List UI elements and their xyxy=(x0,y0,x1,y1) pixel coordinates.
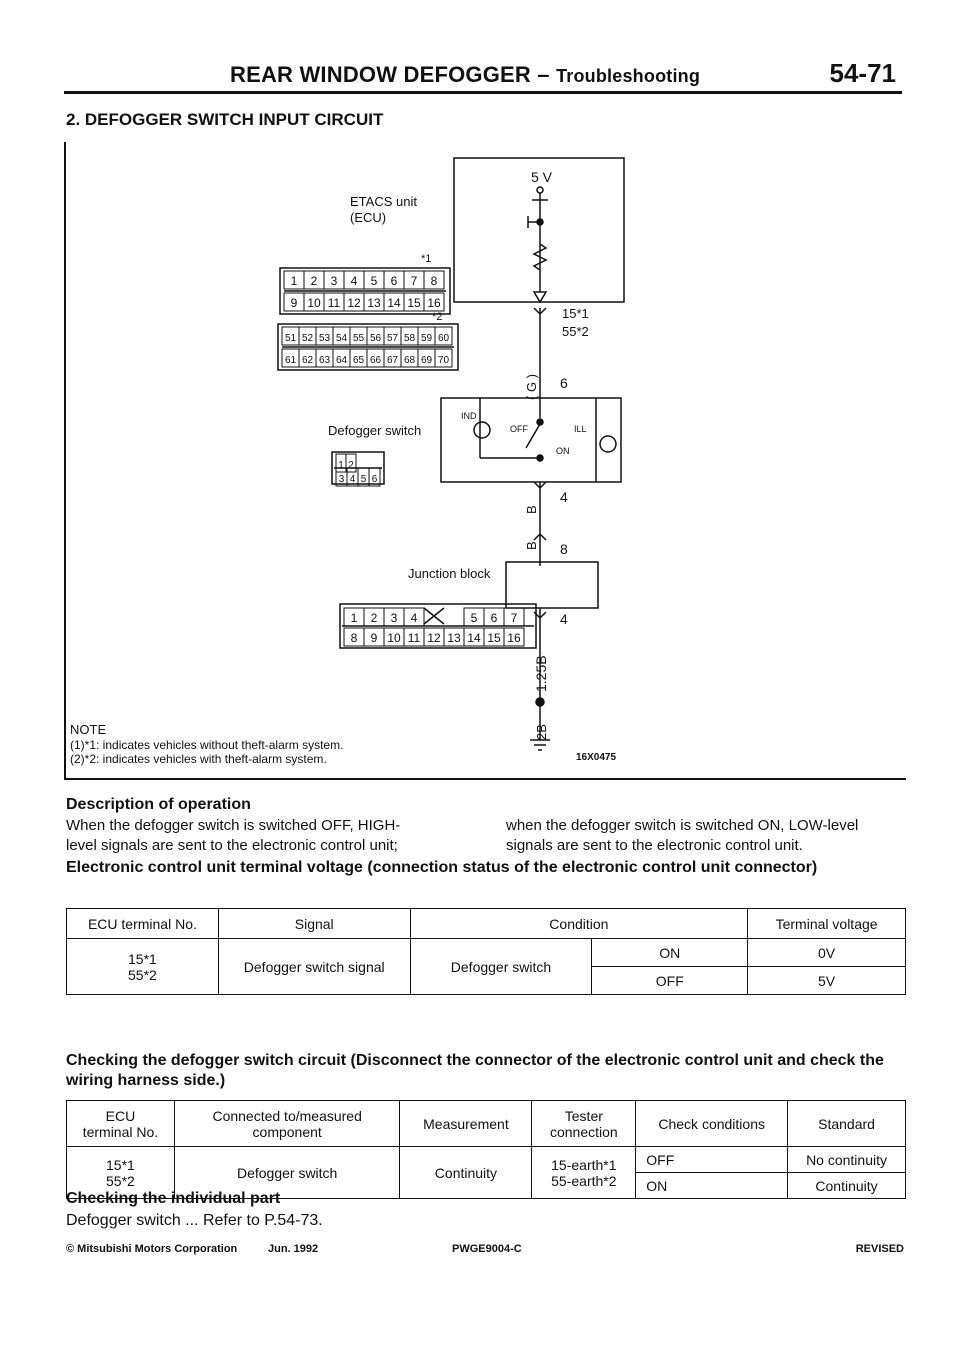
switch-on: ON xyxy=(556,446,570,456)
switch-label: Defogger switch xyxy=(328,423,422,438)
footer-copyright: © Mitsubishi Motors Corporation xyxy=(66,1243,238,1255)
ct-tester-cell xyxy=(532,1147,636,1199)
ecu-connector-2-pin-label: 67 xyxy=(386,355,399,366)
junction-connector-pin-label: 3 xyxy=(390,611,398,625)
ecu-connector-2-pin-label: 63 xyxy=(318,355,331,366)
wire-2b: 2B xyxy=(534,724,549,740)
page-number: 54-71 xyxy=(829,58,896,88)
circuit-diagram-svg xyxy=(66,142,906,778)
ct-header-conn-2: component xyxy=(252,1123,322,1140)
ecu-connector-1-pin-label: 3 xyxy=(330,274,338,288)
note-2: (2)*2: indicates vehicles with theft-alarm system. xyxy=(70,752,327,766)
junction-connector-pin-label: 15 xyxy=(487,631,501,645)
etacs-label: ETACS unit xyxy=(350,194,417,209)
ecu-connector-1-pin-label: 15 xyxy=(407,296,421,310)
note-title: NOTE xyxy=(70,722,107,737)
vt-voltage-on: 0V xyxy=(748,939,906,967)
terminal-15: 15*1 xyxy=(562,306,589,321)
junction-connector-pin-label: 12 xyxy=(427,631,441,645)
description-left-line-2: level signals are sent to the electronic control unit; xyxy=(66,837,398,854)
footer-status: REVISED xyxy=(855,1243,904,1255)
junction-connector-pin-label: 10 xyxy=(387,631,401,645)
junction-connector-pin-label: 13 xyxy=(447,631,461,645)
ct-header-tester-1: Tester xyxy=(564,1107,603,1124)
individual-heading: Checking the individual part xyxy=(66,1190,281,1207)
description-heading: Description of operation xyxy=(66,796,251,813)
ecu-connector-2-pin-label: 58 xyxy=(403,333,416,344)
description-right xyxy=(506,816,858,856)
ecu-connector-1-pin-label: 13 xyxy=(367,296,381,310)
ecu-connector-1-pin-label: 2 xyxy=(310,274,318,288)
voltage-table xyxy=(66,908,906,995)
ecu-connector-2-pin-label: 60 xyxy=(437,333,450,344)
switch-off: OFF xyxy=(510,424,528,434)
ecu-connector-1-pin-label: 14 xyxy=(387,296,401,310)
junction-connector-pin-label: 2 xyxy=(370,611,378,625)
switch-connector-pin-label: 5 xyxy=(360,474,367,485)
ecu-connector-1-pin-label: 16 xyxy=(427,296,441,310)
pin-4b: 4 xyxy=(560,611,568,627)
ct-measurement: Continuity xyxy=(400,1147,532,1199)
vt-voltage-off: 5V xyxy=(748,967,906,995)
junction-connector-pin-label: 6 xyxy=(490,611,498,625)
switch-connector-pin-label: 2 xyxy=(348,460,354,471)
ecu-connector-2-pin-label: 51 xyxy=(284,333,297,344)
junction-connector-pin-label: 11 xyxy=(407,631,421,645)
ecu-connector-1-pin-label: 12 xyxy=(347,296,361,310)
header-title: REAR WINDOW DEFOGGER xyxy=(230,62,531,87)
ecu-connector-2-pin-label: 52 xyxy=(301,333,314,344)
voltage-table-heading: Electronic control unit terminal voltage (connection status of the electronic control unit connector) xyxy=(66,859,818,876)
ct-header-ecu-1: ECU xyxy=(105,1107,136,1124)
ecu-connector-2-pin-label: 59 xyxy=(420,333,433,344)
junction-connector-pin-label: 5 xyxy=(470,611,478,625)
header-rule xyxy=(64,91,902,94)
ecu-connector-2-pin-label: 53 xyxy=(318,333,331,344)
vt-header-condition: Condition xyxy=(410,909,748,939)
vt-header-terminal: ECU terminal No. xyxy=(67,909,219,939)
junction-label: Junction block xyxy=(408,566,491,581)
vt-signal: Defogger switch signal xyxy=(218,939,410,995)
note-1: (1)*1: indicates vehicles without theft-alarm system. xyxy=(70,738,344,752)
ecu-connector-2-pin-label: 70 xyxy=(437,355,450,366)
ct-header-standard: Standard xyxy=(788,1101,906,1147)
ct-header-measurement: Measurement xyxy=(400,1101,532,1147)
junction-block-box xyxy=(506,562,598,608)
page-header-title xyxy=(230,62,700,88)
ct-terminal-2: 55*2 xyxy=(106,1172,135,1189)
ecu-connector-2-pin-label: 54 xyxy=(335,333,348,344)
description-left-line-1: When the defogger switch is switched OFF, HIGH- xyxy=(66,817,401,834)
ct-cond-off: OFF xyxy=(636,1147,788,1173)
ct-std-off: No continuity xyxy=(788,1147,906,1173)
wire-b2: B xyxy=(524,541,539,550)
ecu-connector-2-pin-label: 65 xyxy=(352,355,365,366)
junction-connector-pin-label: 4 xyxy=(410,611,418,625)
section-title: 2. DEFOGGER SWITCH INPUT CIRCUIT xyxy=(66,110,384,129)
ct-cond-on: ON xyxy=(636,1173,788,1199)
ecu-connector-2-pin-label: 56 xyxy=(369,333,382,344)
figure-code: 16X0475 xyxy=(576,752,617,763)
mark-2: *2 xyxy=(432,311,443,323)
ecu-label: (ECU) xyxy=(350,210,387,225)
ecu-connector-2-pin-label: 66 xyxy=(369,355,382,366)
ct-header-ecu xyxy=(67,1101,175,1147)
footer-code: PWGE9004-C xyxy=(452,1243,522,1255)
ct-header-conn-1: Connected to/measured xyxy=(212,1107,362,1124)
ecu-connector-1-pin-label: 9 xyxy=(290,296,298,310)
ecu-connector-2-pin-label: 68 xyxy=(403,355,416,366)
ecu-connector-2-pin-label: 55 xyxy=(352,333,365,344)
vt-terminal-2: 55*2 xyxy=(128,966,157,983)
junction-connector-pin-label: 7 xyxy=(510,611,518,625)
ct-tester-2: 55-earth*2 xyxy=(551,1172,617,1189)
ct-terminal-1: 15*1 xyxy=(106,1156,135,1173)
description-left xyxy=(66,816,400,856)
check-table-heading: Checking the defogger switch circuit (Disconnect the connector of the electronic control unit and check the wiring harness side.) xyxy=(66,1052,884,1089)
vt-condition: Defogger switch xyxy=(410,939,592,995)
vt-terminal-1: 15*1 xyxy=(128,950,157,967)
ecu-connector-1-pin-label: 7 xyxy=(410,274,418,288)
voltage-label: 5 V xyxy=(531,169,553,185)
vt-header-signal: Signal xyxy=(218,909,410,939)
wire-g: ( G ) xyxy=(524,374,539,400)
switch-connector-pin-label: 4 xyxy=(349,474,356,485)
ct-header-tester xyxy=(532,1101,636,1147)
ecu-connector-2-pin-label: 62 xyxy=(301,355,314,366)
ecu-connector-2-pin-label: 64 xyxy=(335,355,348,366)
ecu-connector-1-pin-label: 6 xyxy=(390,274,398,288)
ct-tester-1: 15-earth*1 xyxy=(551,1156,617,1173)
switch-connector-pin-label: 6 xyxy=(371,474,378,485)
junction-connector-pin-label: 14 xyxy=(467,631,481,645)
vt-header-voltage: Terminal voltage xyxy=(748,909,906,939)
switch-connector-pin-label: 3 xyxy=(338,474,345,485)
description-right-line-1: when the defogger switch is switched ON, LOW-level xyxy=(506,817,859,834)
junction-connector-pin-label: 8 xyxy=(350,631,358,645)
footer-date: Jun. 1992 xyxy=(268,1243,319,1255)
pin-8: 8 xyxy=(560,541,568,557)
check-table xyxy=(66,1100,906,1199)
ct-std-on: Continuity xyxy=(788,1173,906,1199)
ecu-connector-1-pin-label: 4 xyxy=(350,274,358,288)
circuit-diagram xyxy=(64,142,906,780)
ecu-connector-1-pin-label: 8 xyxy=(430,274,438,288)
ct-header-connected xyxy=(174,1101,400,1147)
ct-header-conditions: Check conditions xyxy=(636,1101,788,1147)
header-subtitle: Troubleshooting xyxy=(556,66,701,86)
ecu-connector-1-pin-label: 1 xyxy=(290,274,298,288)
pin-6: 6 xyxy=(560,375,568,391)
individual-text: Defogger switch ... Refer to P.54-73. xyxy=(66,1212,323,1229)
switch-connector-pin-label: 1 xyxy=(338,460,344,471)
wire-125b: 1.25B xyxy=(533,655,549,692)
mark-1: *1 xyxy=(421,253,432,265)
vt-terminal-cell xyxy=(67,939,219,995)
switch-ill: ILL xyxy=(574,424,587,434)
ecu-connector-2-pin-label: 57 xyxy=(386,333,399,344)
ecu-connector-2-pin-label: 69 xyxy=(420,355,433,366)
junction-connector-pin-label: 9 xyxy=(370,631,378,645)
junction-connector-pin-label: 1 xyxy=(350,611,358,625)
header-dash: – xyxy=(531,62,557,87)
ct-header-tester-2: connection xyxy=(549,1123,618,1140)
ecu-connector-1-pin-label: 11 xyxy=(327,296,341,310)
vt-state-on: ON xyxy=(592,939,748,967)
ct-component: Defogger switch xyxy=(174,1147,400,1199)
switch-ind: IND xyxy=(461,411,477,421)
ecu-connector-1-pin-label: 10 xyxy=(307,296,321,310)
junction-connector-pin-label: 16 xyxy=(507,631,521,645)
ct-header-ecu-2: terminal No. xyxy=(82,1123,159,1140)
wire-b1: B xyxy=(524,505,539,514)
vt-state-off: OFF xyxy=(592,967,748,995)
description-right-line-2: signals are sent to the electronic control unit. xyxy=(506,837,803,854)
ecu-connector-2-pin-label: 61 xyxy=(284,355,297,366)
terminal-55: 55*2 xyxy=(562,324,589,339)
ecu-connector-1-pin-label: 5 xyxy=(370,274,378,288)
pin-4a: 4 xyxy=(560,489,568,505)
